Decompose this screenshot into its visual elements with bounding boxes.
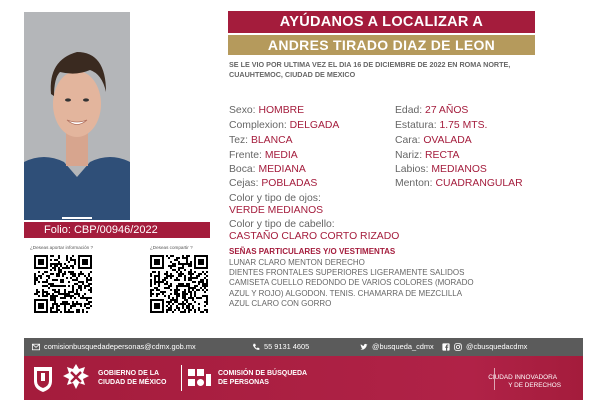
- folio-label: Folio: CBP/00946/2022: [24, 222, 210, 238]
- cbp-label: COMISIÓN DE BÚSQUEDA DE PERSONAS: [218, 370, 308, 386]
- marks-line: CAMISETA CUELLO REDONDO DE VARIOS COLORES (MORADO: [229, 278, 474, 288]
- field-height: Estatura: 1.75 MTS.: [395, 120, 488, 131]
- footer: [24, 356, 583, 400]
- field-sex: Sexo: HOMBRE: [229, 105, 305, 116]
- field-eyes: Color y tipo de ojos: VERDE MEDIANOS: [229, 193, 324, 216]
- field-forehead: Frente: MEDIA: [229, 150, 298, 161]
- coat-of-arms-icon: [32, 363, 54, 393]
- marks-title: SEÑAS PARTICULARES Y/O VESTIMENTAS: [229, 247, 396, 256]
- marks-line: AZUL CLARO CON GORRO: [229, 298, 332, 308]
- marks-line: AZUL Y ROJO) ALGODON. TENIS. CHAMARRA DE MEZCLILLA: [229, 288, 463, 298]
- marks-line: LUNAR CLARO MENTON DERECHO: [229, 258, 365, 267]
- missing-person-photo: [24, 12, 130, 220]
- last-seen-text: SE LE VIO POR ULTIMA VEZ EL DIA 16 DE DICIEMBRE DE 2022 EN ROMA NORTE, CUAUHTEMOC, CIUDAD DE MEXICO: [229, 60, 511, 79]
- field-build: Complexion: DELGADA: [229, 120, 340, 131]
- cdmx-logo-icon: [62, 363, 90, 393]
- field-face: Cara: OVALADA: [395, 135, 472, 146]
- field-hair: Color y tipo de cabello: CASTAÑO CLARO CORTO RIZADO: [229, 219, 400, 242]
- field-nose: Nariz: RECTA: [395, 150, 460, 161]
- qr-code-share[interactable]: [150, 255, 208, 313]
- field-chin: Menton: CUADRANGULAR: [395, 178, 523, 189]
- contact-social[interactable]: @cbusquedacdmx: [442, 338, 527, 356]
- field-mouth: Boca: MEDIANA: [229, 164, 306, 175]
- qr-share-label: ¿Deseas compartir ?: [150, 245, 193, 250]
- missing-person-name: ANDRES TIRADO DIAZ DE LEON: [228, 35, 535, 55]
- marks-list: [229, 258, 529, 309]
- instagram-icon: [454, 343, 462, 351]
- contact-bar: [24, 338, 583, 356]
- twitter-icon: [360, 343, 368, 351]
- city-slogan: CIUDAD INNOVADORA Y DE DERECHOS: [488, 374, 561, 389]
- field-age: Edad: 27 AÑOS: [395, 105, 469, 116]
- mail-icon: [32, 343, 40, 351]
- qr-code-info[interactable]: [34, 255, 92, 313]
- facebook-icon: [442, 343, 450, 351]
- contact-phone[interactable]: 55 9131 4605: [252, 338, 309, 356]
- footer-divider: [181, 365, 182, 391]
- phone-icon: [252, 343, 260, 351]
- contact-twitter[interactable]: @busqueda_cdmx: [360, 338, 434, 356]
- gov-label: GOBIERNO DE LA CIUDAD DE MÉXICO: [98, 370, 167, 386]
- qr-info-label: ¿Deseas aportar información ?: [30, 245, 94, 250]
- contact-email[interactable]: comisionbusquedadepersonas@cdmx.gob.mx: [32, 338, 196, 356]
- cbp-logo-icon: [188, 369, 212, 387]
- field-eyebrows: Cejas: POBLADAS: [229, 178, 318, 189]
- field-complexion: Tez: BLANCA: [229, 135, 293, 146]
- banner-title: AYÚDANOS A LOCALIZAR A: [228, 11, 535, 33]
- marks-line: DIENTES FRONTALES SUPERIORES LIGERAMENTE SALIDOS: [229, 268, 465, 278]
- field-lips: Labios: MEDIANOS: [395, 164, 487, 175]
